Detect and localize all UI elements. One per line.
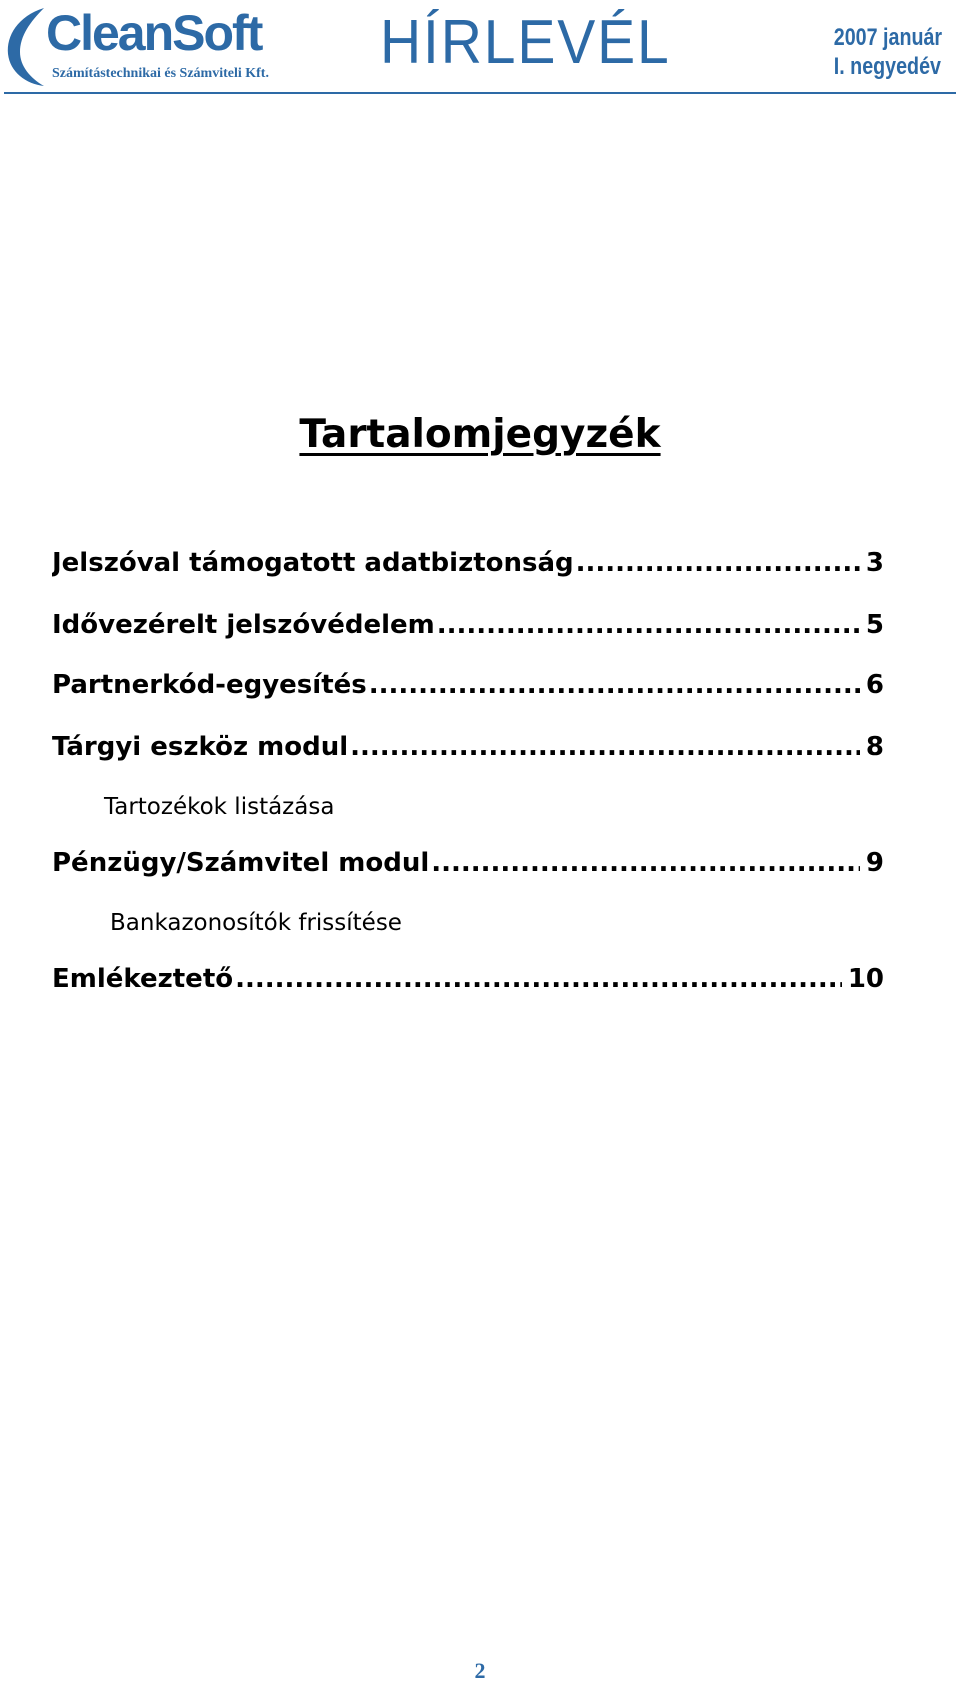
newsletter-title: HÍRLEVÉL bbox=[380, 8, 671, 77]
page-number: 2 bbox=[474, 1658, 486, 1683]
toc-entry[interactable] bbox=[52, 732, 884, 762]
toc-leader-dots bbox=[437, 610, 860, 640]
toc-entry-page: 9 bbox=[865, 848, 884, 878]
toc-entry-page: 3 bbox=[865, 548, 884, 578]
toc-entry[interactable] bbox=[52, 610, 884, 640]
logo-name: CleanSoft bbox=[46, 5, 262, 61]
issue-info bbox=[834, 24, 942, 82]
toc-entry[interactable] bbox=[52, 548, 884, 578]
toc-leader-dots bbox=[350, 732, 860, 762]
toc-subentry[interactable]: Bankazonosítók frissítése bbox=[110, 910, 402, 936]
toc-title: Tartalomjegyzék bbox=[299, 412, 661, 457]
cleansoft-logo bbox=[4, 4, 274, 88]
issue-quarter: I. negyedév bbox=[833, 52, 941, 80]
toc-entry-label: Emlékeztető bbox=[52, 964, 234, 994]
toc-entry-label: Partnerkód-egyesítés bbox=[52, 670, 367, 700]
toc-entry-page: 8 bbox=[865, 732, 884, 762]
toc-leader-dots bbox=[576, 548, 860, 578]
toc-leader-dots bbox=[431, 848, 860, 878]
logo-subtitle: Számítástechnikai és Számviteli Kft. bbox=[52, 66, 269, 81]
toc-subentry[interactable]: Tartozékok listázása bbox=[104, 794, 335, 820]
toc-entry-label: Pénzügy/Számvitel modul bbox=[52, 848, 430, 878]
toc-entry[interactable] bbox=[52, 848, 884, 878]
issue-date: 2007 január bbox=[833, 24, 942, 51]
toc-entry-page: 10 bbox=[847, 964, 884, 994]
header-divider bbox=[4, 92, 956, 94]
toc-leader-dots bbox=[369, 670, 860, 700]
logo-swirl-icon bbox=[4, 6, 50, 88]
toc-entry[interactable] bbox=[52, 670, 884, 700]
toc-entry-page: 5 bbox=[865, 610, 884, 640]
page-header bbox=[0, 0, 960, 96]
toc-entry-page: 6 bbox=[865, 670, 884, 700]
toc-entry[interactable] bbox=[52, 964, 884, 994]
toc-entry-label: Tárgyi eszköz modul bbox=[52, 732, 349, 762]
toc-entry-label: Idővezérelt jelszóvédelem bbox=[52, 610, 435, 640]
toc-entry-label: Jelszóval támogatott adatbiztonság bbox=[52, 548, 574, 578]
toc-leader-dots bbox=[235, 964, 842, 994]
